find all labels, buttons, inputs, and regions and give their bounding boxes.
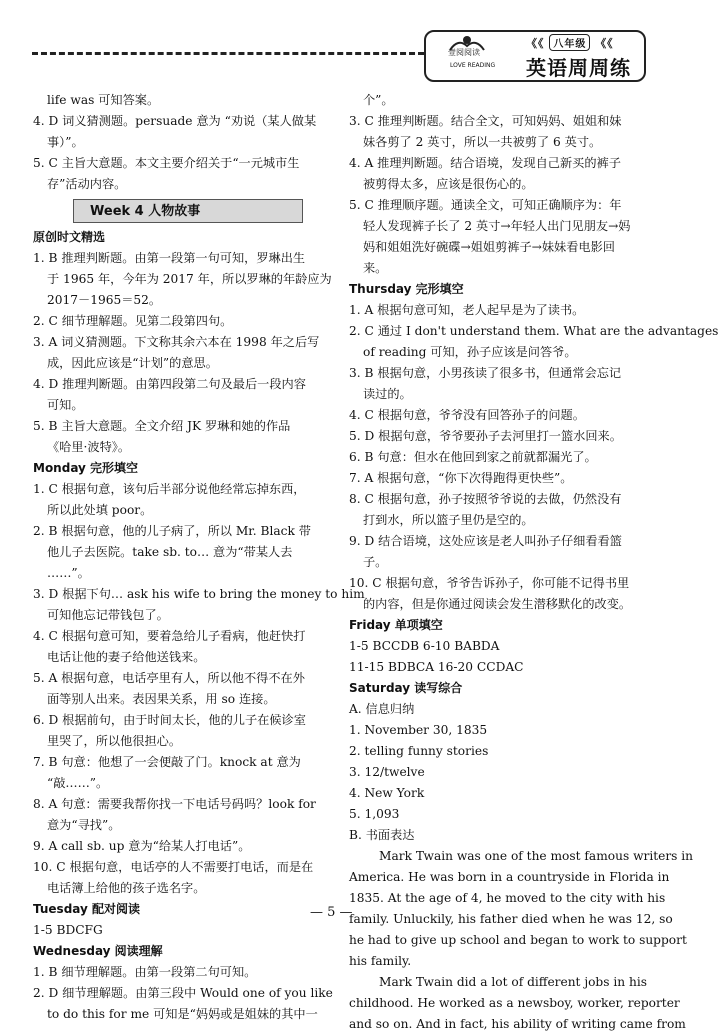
answer-line: 所以此处填 poor。 [47, 503, 153, 517]
answer-line: 被剪得太多，应该是很伤心的。 [363, 177, 534, 191]
answer-line: 2. C 通过 I don't understand them. What are the advantages [349, 324, 718, 338]
answer-line: 7. A 根据句意，“你下次得跑得更快些”。 [349, 471, 573, 485]
answer-line: 4. C 根据句意可知，要着急给儿子看病，他赶快打 [33, 629, 306, 643]
answer-line: 9. D 结合语境，这处应该是老人叫孙子仔细看看篮 [349, 534, 622, 548]
answer-line: and so on. And in fact, his ability of writing came from [349, 1017, 686, 1031]
answer-line: 1. B 细节理解题。由第一段第二句可知。 [33, 965, 257, 979]
answer-line: 4. C 根据句意，爷爷没有回答孙子的问题。 [349, 408, 585, 422]
answer-line: 5. A 根据句意，电话亭里有人，所以他不得不在外 [33, 671, 305, 685]
answer-line: 3. A 词义猜测题。下文称其余六本在 1998 年之后写 [33, 335, 320, 349]
answer-line: 的内容，但是你通过阅读会发生潜移默化的改变。 [363, 597, 632, 611]
answer-line: 妹各剪了 2 英寸，所以一共被剪了 6 英寸。 [363, 135, 602, 149]
right-block [349, 90, 718, 1035]
answer-line: “敲……”。 [47, 776, 109, 790]
answer-line: 5. C 主旨大意题。本文主要介绍关于“一元城市生 [33, 156, 300, 170]
section-heading: Saturday 读写综合 [349, 681, 463, 695]
section-heading: Monday 完形填空 [33, 461, 139, 475]
answer-line: 8. A 句意：需要我帮你找一下电话号码吗？look for [33, 797, 316, 811]
answer-line: Mark Twain was one of the most famous writers in [379, 849, 694, 863]
answer-line: 成，因此应该是“计划”的意思。 [47, 356, 218, 370]
answer-line: 1. A 根据句意可知，老人起早是为了读书。 [349, 303, 585, 317]
answer-line: 2. D 细节理解题。由第三段中 Would one of you like [33, 986, 333, 1000]
section-heading: 原创时文精选 [33, 230, 106, 244]
section-heading: Thursday 完形填空 [349, 282, 464, 296]
header-dashed-rule [32, 52, 424, 55]
series-title: 英语周周练 [526, 56, 631, 80]
answer-line: 5. D 根据句意，爷爷要孙子去河里打一篮水回来。 [349, 429, 622, 443]
answer-line: 事）”。 [47, 135, 84, 149]
answer-line: 3. C 推理判断题。结合全文，可知妈妈、姐姐和妹 [349, 114, 622, 128]
answer-line: 电话簿上给他的孩子选名字。 [47, 881, 206, 895]
answer-line: 《哈里·波特》。 [47, 440, 131, 454]
answer-line: 个”。 [363, 93, 394, 107]
answer-line: 他儿子去医院。take sb. to… 意为“带某人去 [47, 545, 293, 559]
answer-line: 存”活动内容。 [47, 177, 127, 191]
answer-line: ……”。 [47, 566, 90, 580]
answer-line: America. He was born in a countryside in Florida in [349, 870, 670, 884]
answer-line: 可知他忘记带钱包了。 [47, 608, 169, 622]
answer-line: Mark Twain did a lot of different jobs in his [379, 975, 647, 989]
answer-line: 2. B 根据句意，他的儿子病了，所以 Mr. Black 带 [33, 524, 311, 538]
answer-line: 5. C 推理顺序题。通读全文，可知正确顺序为：年 [349, 198, 622, 212]
answer-line: life was 可知答案。 [47, 93, 160, 107]
logo-text: 壹阅阅读 [448, 48, 480, 57]
answer-line: 6. D 根据前句，由于时间太长，他的儿子在候诊室 [33, 713, 306, 727]
answer-line: 9. A call sb. up 意为“给某人打电话”。 [33, 839, 251, 853]
left-top-block [33, 90, 333, 195]
grade-badge: 八年级 [549, 34, 590, 51]
answer-line: 可知。 [47, 398, 84, 412]
answer-line: 4. D 词义猜测题。persuade 意为 “劝说（某人做某 [33, 114, 317, 128]
answer-line: 3. 12/twelve [349, 765, 425, 779]
answer-line: 打到水，所以篮子里仍是空的。 [363, 513, 534, 527]
answer-line: 5. B 主旨大意题。全文介绍 JK 罗琳和她的作品 [33, 419, 291, 433]
answer-line: childhood. He worked as a newsboy, worker, reporter [349, 996, 680, 1010]
answer-line: 10. C 根据句意，爷爷告诉孙子，你可能不记得书里 [349, 576, 630, 590]
answer-line: to do this for me 可知是“妈妈或是姐妹的其中一 [47, 1007, 318, 1021]
answer-line: 5. 1,093 [349, 807, 400, 821]
answer-line: 1. C 根据句意，该句后半部分说他经常忘掉东西， [33, 482, 306, 496]
answer-line: 3. D 根据下句… ask his wife to bring the money to him [33, 587, 365, 601]
week-banner: Week 4 人物故事 [73, 199, 303, 223]
answer-line: 子。 [363, 555, 388, 569]
answer-line: 3. B 根据句意，小男孩读了很多书，但通常会忘记 [349, 366, 622, 380]
answer-line: 11-15 BDBCA 16-20 CCDAC [349, 660, 524, 674]
answer-line: 6. B 句意：但水在他回到家之前就都漏光了。 [349, 450, 597, 464]
answer-line: 1. November 30, 1835 [349, 723, 488, 737]
answer-line: 2017－1965＝52。 [47, 293, 162, 307]
answer-line: 1835. At the age of 4, he moved to the city with his [349, 891, 666, 905]
answer-line: 妈和姐姐洗好碗碟→姐姐剪裤子→妹妹看电影回 [363, 240, 615, 254]
answer-line: 10. C 根据句意，电话亭的人不需要打电话，而是在 [33, 860, 314, 874]
left-column [33, 90, 365, 1025]
answer-line: of reading 可知，孙子应该是问答爷。 [363, 345, 577, 359]
chevrons-left-icon: 《《 [526, 37, 545, 50]
page-number: — 5 — [310, 905, 353, 920]
answer-line: 4. New York [349, 786, 425, 800]
left-bottom-block [33, 227, 365, 1025]
answer-line: he had to give up school and began to work to support [349, 933, 687, 947]
answer-line: A. 信息归纳 [349, 702, 415, 716]
answer-line: 7. B 句意：他想了一会便敲了门。knock at 意为 [33, 755, 301, 769]
right-column [349, 90, 718, 1035]
answer-line: 4. D 推理判断题。由第四段第二句及最后一段内容 [33, 377, 306, 391]
answer-line: 2. telling funny stories [349, 744, 489, 758]
answer-line: 意为“寻找”。 [47, 818, 121, 832]
answer-line: 4. A 推理判断题。结合语境，发现自己新买的裤子 [349, 156, 621, 170]
grade-row [526, 34, 614, 51]
answer-line: B. 书面表达 [349, 828, 415, 842]
answer-line: 于 1965 年，今年为 2017 年，所以罗琳的年龄应为 [47, 272, 332, 286]
answer-line: his family. [349, 954, 412, 968]
answer-line: 里哭了，所以他很担心。 [47, 734, 182, 748]
series-header [424, 30, 646, 82]
logo-subtext: LOVE READING [450, 62, 496, 69]
answer-line: 来。 [363, 261, 388, 275]
answer-line: 2. C 细节理解题。见第二段第四句。 [33, 314, 233, 328]
answer-line: 电话让他的妻子给他送钱来。 [47, 650, 206, 664]
answer-line: 1. B 推理判断题。由第一段第一句可知，罗琳出生 [33, 251, 306, 265]
answer-line: 轻人发现裤子长了 2 英寸→年轻人出门见朋友→妈 [363, 219, 631, 233]
section-heading: Tuesday 配对阅读 [33, 902, 141, 916]
answer-line: 1-5 BCCDB 6-10 BABDA [349, 639, 500, 653]
section-heading: Wednesday 阅读理解 [33, 944, 163, 958]
chevrons-right-icon: 《《 [595, 37, 614, 50]
answer-line: 面等别人出来。表因果关系，用 so 连接。 [47, 692, 276, 706]
answer-line: 1-5 BDCFG [33, 923, 103, 937]
answer-line: 8. C 根据句意，孙子按照爷爷说的去做，仍然没有 [349, 492, 622, 506]
section-heading: Friday 单项填空 [349, 618, 443, 632]
answer-line: family. Unluckily, his father died when he was 12, so [349, 912, 673, 926]
answer-line: 读过的。 [363, 387, 412, 401]
